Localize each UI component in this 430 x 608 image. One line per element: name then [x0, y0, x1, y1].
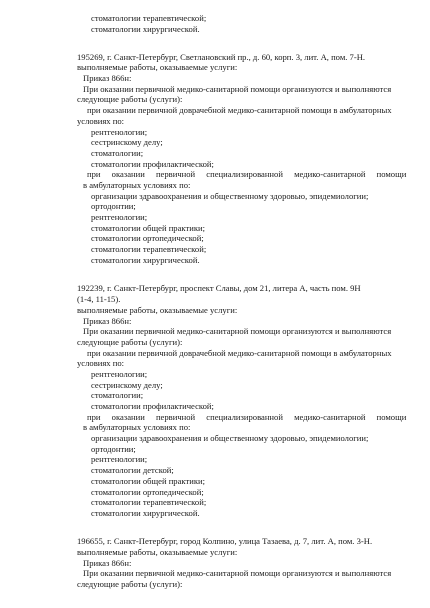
list-item: стоматологии;: [91, 148, 144, 158]
list-item: стоматологии;: [91, 390, 144, 400]
list-item: стоматологии ортопедической;: [91, 487, 204, 497]
paragraph-line: при оказании первичной специализированной медико-санитарной помощи: [87, 412, 407, 422]
list-item: рентгенологии;: [91, 127, 148, 137]
list-item: стоматологии хирургической.: [91, 508, 200, 518]
list-item: рентгенологии;: [91, 212, 148, 222]
address-heading: 192239, г. Санкт-Петербург, проспект Славы, дом 21, литера А, часть пом. 9Н: [77, 283, 361, 293]
paragraph-line: условиях по:: [77, 358, 125, 368]
paragraph-line: при оказании первичной доврачебной медико-санитарной помощи в амбулаторных: [87, 348, 392, 358]
list-item: рентгенологии;: [91, 369, 148, 379]
services-label: выполняемые работы, оказываемые услуги:: [77, 62, 238, 72]
paragraph-line: При оказании первичной медико-санитарной помощи организуются и выполняются: [83, 568, 392, 578]
list-item: стоматологии терапевтической;: [91, 497, 207, 507]
paragraph-line: следующие работы (услуги):: [77, 579, 183, 589]
paragraph-line: при оказании первичной доврачебной медико-санитарной помощи в амбулаторных: [87, 105, 392, 115]
paragraph-line: в амбулаторных условиях по:: [83, 422, 191, 432]
address-heading: (1-4, 11-15).: [77, 294, 121, 304]
paragraph-line: следующие работы (услуги):: [77, 94, 183, 104]
paragraph-line: При оказании первичной медико-санитарной помощи организуются и выполняются: [83, 326, 392, 336]
services-label: выполняемые работы, оказываемые услуги:: [77, 547, 238, 557]
address-heading: 196655, г. Санкт-Петербург, город Колпино, улица Тазаева, д. 7, лит. А, пом. 3-Н.: [77, 536, 373, 546]
paragraph-line: при оказании первичной специализированной медико-санитарной помощи: [87, 169, 407, 179]
list-item: стоматологии профилактической;: [91, 401, 214, 411]
list-item: организации здравоохранения и общественному здоровью, эпидемиологии;: [91, 191, 369, 201]
order-label: Приказ 866н:: [83, 558, 132, 568]
list-item: стоматологии хирургической.: [91, 255, 200, 265]
order-label: Приказ 866н:: [83, 73, 132, 83]
list-item: стоматологии ортопедической;: [91, 233, 204, 243]
list-item: ортодонтии;: [91, 201, 136, 211]
list-item: стоматологии хирургической.: [91, 24, 200, 34]
list-item: стоматологии профилактической;: [91, 159, 214, 169]
list-item: стоматологии общей практики;: [91, 476, 205, 486]
list-item: стоматологии терапевтической;: [91, 244, 207, 254]
list-item: сестринскому делу;: [91, 380, 163, 390]
list-item: стоматологии общей практики;: [91, 223, 205, 233]
address-heading: 195269, г. Санкт-Петербург, Светлановский пр., д. 60, корп. 3, лит. А, пом. 7-Н.: [77, 52, 366, 62]
paragraph-line: При оказании первичной медико-санитарной помощи организуются и выполняются: [83, 84, 392, 94]
paragraph-line: условиях по:: [77, 116, 125, 126]
order-label: Приказ 866н:: [83, 316, 132, 326]
list-item: организации здравоохранения и общественному здоровью, эпидемиологии;: [91, 433, 369, 443]
list-item: рентгенологии;: [91, 454, 148, 464]
services-label: выполняемые работы, оказываемые услуги:: [77, 305, 238, 315]
list-item: ортодонтии;: [91, 444, 136, 454]
list-item: стоматологии терапевтической;: [91, 13, 207, 23]
paragraph-line: следующие работы (услуги):: [77, 337, 183, 347]
list-item: сестринскому делу;: [91, 137, 163, 147]
paragraph-line: в амбулаторных условиях по:: [83, 180, 191, 190]
list-item: стоматологии детской;: [91, 465, 174, 475]
